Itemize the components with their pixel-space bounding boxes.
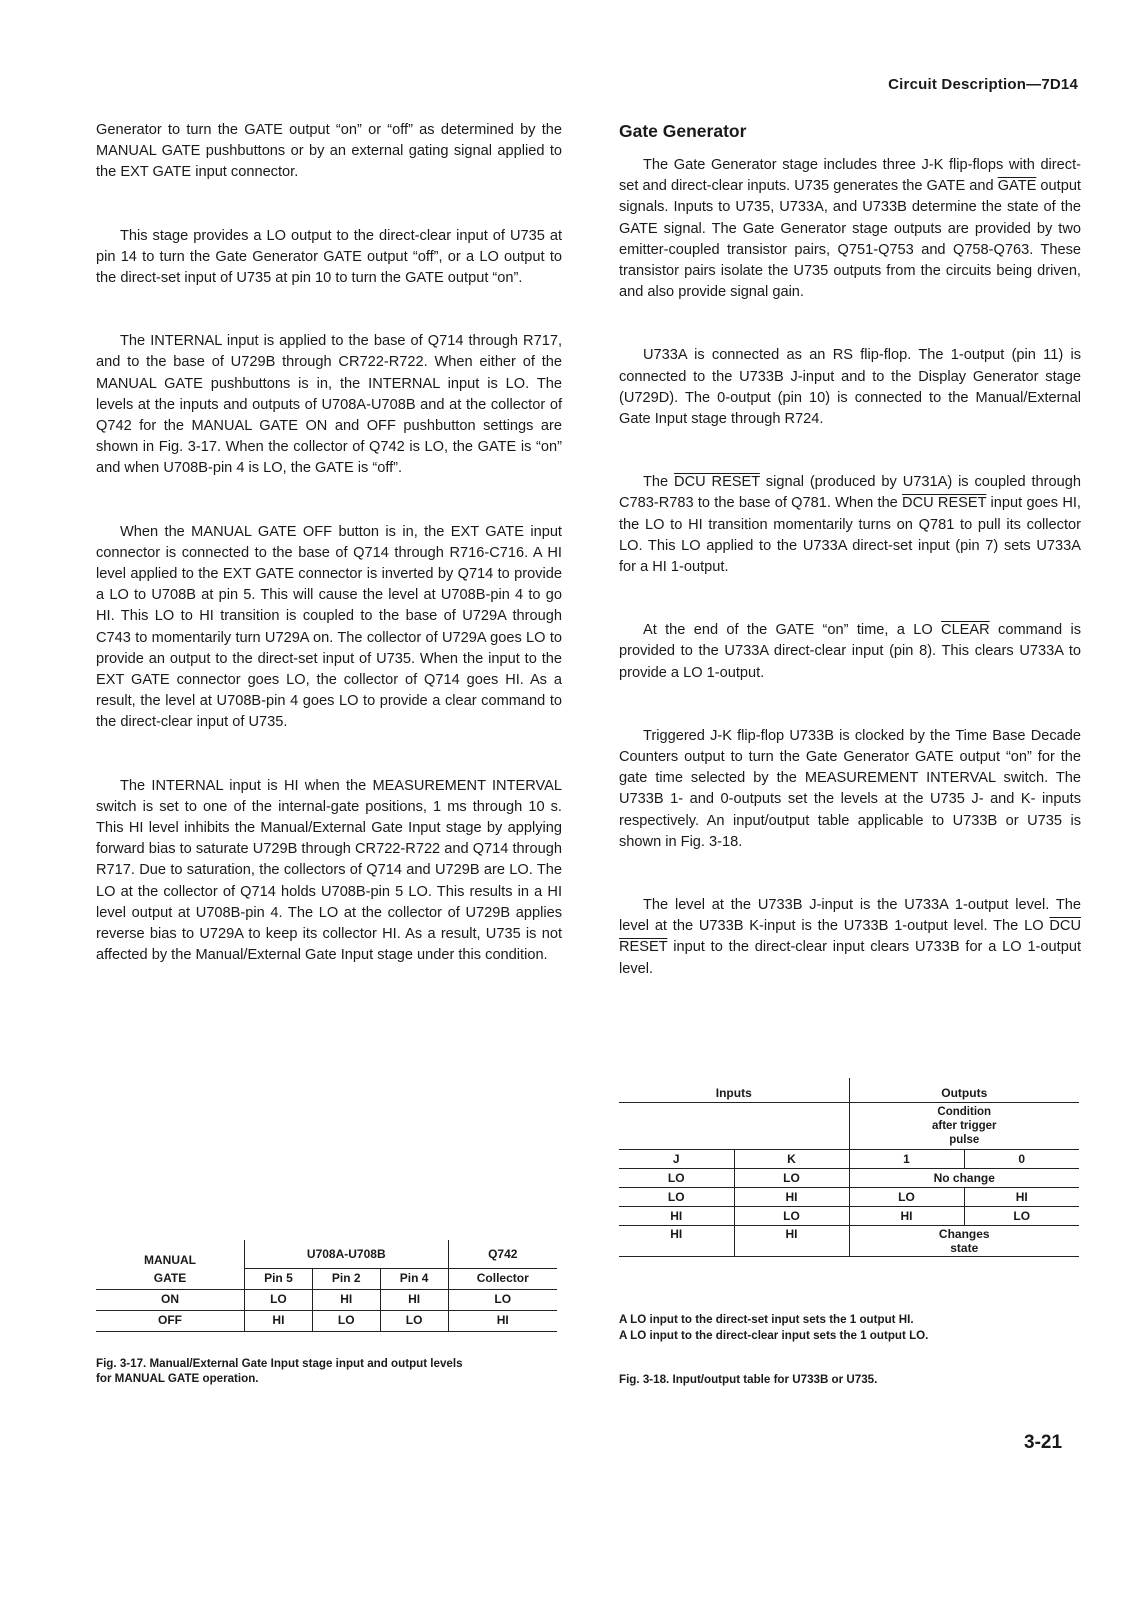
table-cell: No change [849, 1169, 1079, 1188]
paragraph: When the MANUAL GATE OFF button is in, the EXT GATE input connector is connected to the base of Q714 through R716-C716. A HI level applied to the EXT GATE connector is inverted by Q714 to provide a LO to U708B at pin 5. This will cause the level at U708B-pin 4 to go HI. This LO to HI transition is coupled to the base of U729A through C743 to momentarily turn U729A on. The collector of U729A goes LO to provide an output to the direct-set input of U735. When the input to the EXT GATE connector goes LO, the collector of Q714 goes HI. As a result, the level at U708B-pin 4 goes LO to provide a clear command to the direct-clear input of U735. [96, 523, 562, 731]
table-row [619, 1207, 1079, 1226]
table-header: 0 [964, 1150, 1079, 1169]
text: The Gate Generator stage includes three J-K flip-flops with direct-set and direct-clear inputs. U735 generates the GATE and [619, 157, 1081, 195]
figure-caption [96, 1356, 566, 1386]
table-cell: LO [734, 1207, 849, 1226]
table-header: J [672, 1151, 680, 1166]
gate-not-signal: GATE [997, 178, 1037, 195]
table-cell: LO [964, 1207, 1079, 1226]
text: The level at the U733B J-input is the U733A 1-output level. The level at the U733B K-input is the U733B 1-output level. The LO [619, 897, 1081, 935]
table-header: Outputs [849, 1078, 1079, 1103]
header-line: after trigger [931, 1120, 997, 1132]
caption-line: for MANUAL GATE operation. [96, 1372, 259, 1385]
paragraph [619, 620, 1081, 684]
table-header [849, 1103, 1079, 1150]
caption-line: Fig. 3-17. Manual/External Gate Input stage input and output levels [96, 1357, 463, 1370]
running-header: Circuit Description—7D14 [888, 76, 1078, 93]
header-line: Condition [937, 1106, 992, 1118]
right-column [619, 120, 1081, 980]
table-cell: HI [670, 1208, 683, 1223]
paragraph [619, 155, 1081, 303]
table-cell: LO [380, 1310, 448, 1331]
table-cell: LO [448, 1289, 557, 1310]
table-header: Collector [448, 1269, 557, 1290]
clear-signal: CLEAR [941, 622, 990, 639]
text: output signals. Inputs to U735, U733A, and U733B determine the state of the GATE signal. The Gate Generator stage outputs are provided by two emitter-coupled transistor pairs, Q751-Q753 and Q758-Q763. These transistor pairs isolate the U735 outputs from the circuits being driven, and also provide signal gain. [619, 178, 1081, 301]
table-header: U708A-U708B [245, 1240, 449, 1269]
table-cell: LO [667, 1170, 685, 1185]
table-cell: LO [312, 1310, 380, 1331]
table-row [96, 1289, 557, 1310]
table-header: Pin 4 [380, 1269, 448, 1290]
paragraph: Triggered J-K flip-flop U733B is clocked by the Time Base Decade Counters output to turn the Gate Generator GATE output “on” for the gate time selected by the MEASUREMENT INTERVAL switch. The U733B 1- and 0-outputs set the levels at the U735 J- and K- inputs respectively. An input/output table applicable to U733B or U735 is shown in Fig. 3-18. [619, 727, 1081, 850]
table-header [96, 1240, 245, 1269]
table-cell [849, 1226, 1079, 1257]
table-cell: HI [734, 1226, 849, 1257]
table-cell: HI [849, 1207, 964, 1226]
table-header: 1 [849, 1150, 964, 1169]
table-cell: HI [380, 1289, 448, 1310]
table-header: Q742 [448, 1240, 557, 1269]
paragraph: The INTERNAL input is applied to the base of Q714 through R717, and to the base of U729B through CR722-R722. When either of the MANUAL GATE pushbuttons is in, the INTERNAL input is LO. The levels at the inputs and outputs of U708A-U708B and at the collector of Q742 for the MANUAL GATE ON and OFF pushbutton settings are shown in Fig. 3-17. When the collector of Q742 is LO, the GATE is “on” and when U708B-pin 4 is LO, the GATE is “off”. [96, 333, 562, 477]
table-cell: HI [312, 1289, 380, 1310]
figure-caption: Fig. 3-18. Input/output table for U733B or U735. [619, 1373, 878, 1386]
text: command is provided to the U733A direct-clear input (pin 8). This clears U733A to provide a LO 1-output. [619, 622, 1081, 681]
table-cell: ON [161, 1292, 179, 1306]
table-cell: HI [670, 1227, 683, 1241]
note-line: A LO input to the direct-clear input sets the 1 output LO. [619, 1329, 929, 1342]
table-row [619, 1226, 1079, 1257]
text: signal (produced by U731A) is coupled through C783-R783 to the base of Q781. When the [619, 474, 1081, 512]
table-cell: LO [849, 1188, 964, 1207]
page-number: 3-21 [1024, 1432, 1063, 1453]
cell-line: state [950, 1241, 979, 1255]
table-row [619, 1169, 1079, 1188]
dcu-reset-signal: DCU RESET [619, 918, 1081, 956]
table-cell: LO [734, 1169, 849, 1188]
table-row [96, 1310, 557, 1331]
paragraph: Generator to turn the GATE output “on” or “off” as determined by the MANUAL GATE pushbuttons or by an external gating signal applied to the EXT GATE input connector. [96, 122, 562, 181]
paragraph: The INTERNAL input is HI when the MEASUREMENT INTERVAL switch is set to one of the internal-gate positions, 1 ms through 10 s. This HI level inhibits the Manual/External Gate Input stage by applying forward bias to saturate U729B through CR722-R722 and Q714 through R717. Due to saturation, the collectors of Q714 and U729B are LO. The LO at the collector of Q714 holds U708B-pin 5 LO. This results in a HI level output at U708B-pin 4. The LO at the collector of U729B applies reverse bias to U729A to keep its collector HI. As a result, U735 is not affected by the Manual/External Gate Input stage under this condition. [96, 777, 562, 964]
cell-line: Changes [938, 1227, 990, 1241]
paragraph [619, 895, 1081, 980]
table-cell: HI [964, 1188, 1079, 1207]
text: input to the direct-clear input clears U733B for a LO 1-output level. [619, 939, 1081, 977]
table-cell: HI [448, 1310, 557, 1331]
paragraph: This stage provides a LO output to the direct-clear input of U735 at pin 14 to turn the Gate Generator GATE output “off”, or a LO output to the direct-set input of U735 at pin 10 to turn the GATE output “on”. [96, 227, 562, 287]
table-header: Inputs [715, 1086, 752, 1100]
table-header: GATE [153, 1271, 187, 1285]
text: The [643, 474, 675, 491]
table-cell: LO [245, 1289, 313, 1310]
dcu-reset-signal: DCU RESET [674, 474, 760, 491]
paragraph [619, 472, 1081, 578]
table-cell: HI [245, 1310, 313, 1331]
table-header: K [734, 1150, 849, 1169]
table-cell: HI [734, 1188, 849, 1207]
fig-3-18-table [619, 1078, 1079, 1257]
header-line: pulse [949, 1134, 980, 1146]
table-cell: OFF [158, 1313, 182, 1327]
left-column [96, 120, 562, 967]
table-header: Pin 5 [245, 1269, 313, 1290]
fig-3-17-table [96, 1240, 557, 1332]
table-spacer [619, 1103, 849, 1150]
table-row [619, 1188, 1079, 1207]
section-title: Gate Generator [619, 121, 747, 141]
table-cell: LO [667, 1189, 685, 1204]
header-text: MANUAL [144, 1252, 196, 1267]
paragraph: U733A is connected as an RS flip-flop. The 1-output (pin 11) is connected to the U733B J-input and to the Display Generator stage (U729D). The 0-output (pin 10) is connected to the Manual/External Gate Input stage through R724. [619, 347, 1081, 428]
table-header: Pin 2 [312, 1269, 380, 1290]
table-notes [619, 1312, 1079, 1344]
note-line: A LO input to the direct-set input sets the 1 output HI. [619, 1313, 914, 1326]
text: input goes HI, the LO to HI transition momentarily turns on Q781 to pull its collector LO. This LO applied to the U733A direct-set input (pin 7) sets U733A for a HI 1-output. [619, 495, 1081, 576]
text: At the end of the GATE “on” time, a LO [643, 622, 942, 639]
dcu-reset-signal: DCU RESET [902, 495, 987, 512]
